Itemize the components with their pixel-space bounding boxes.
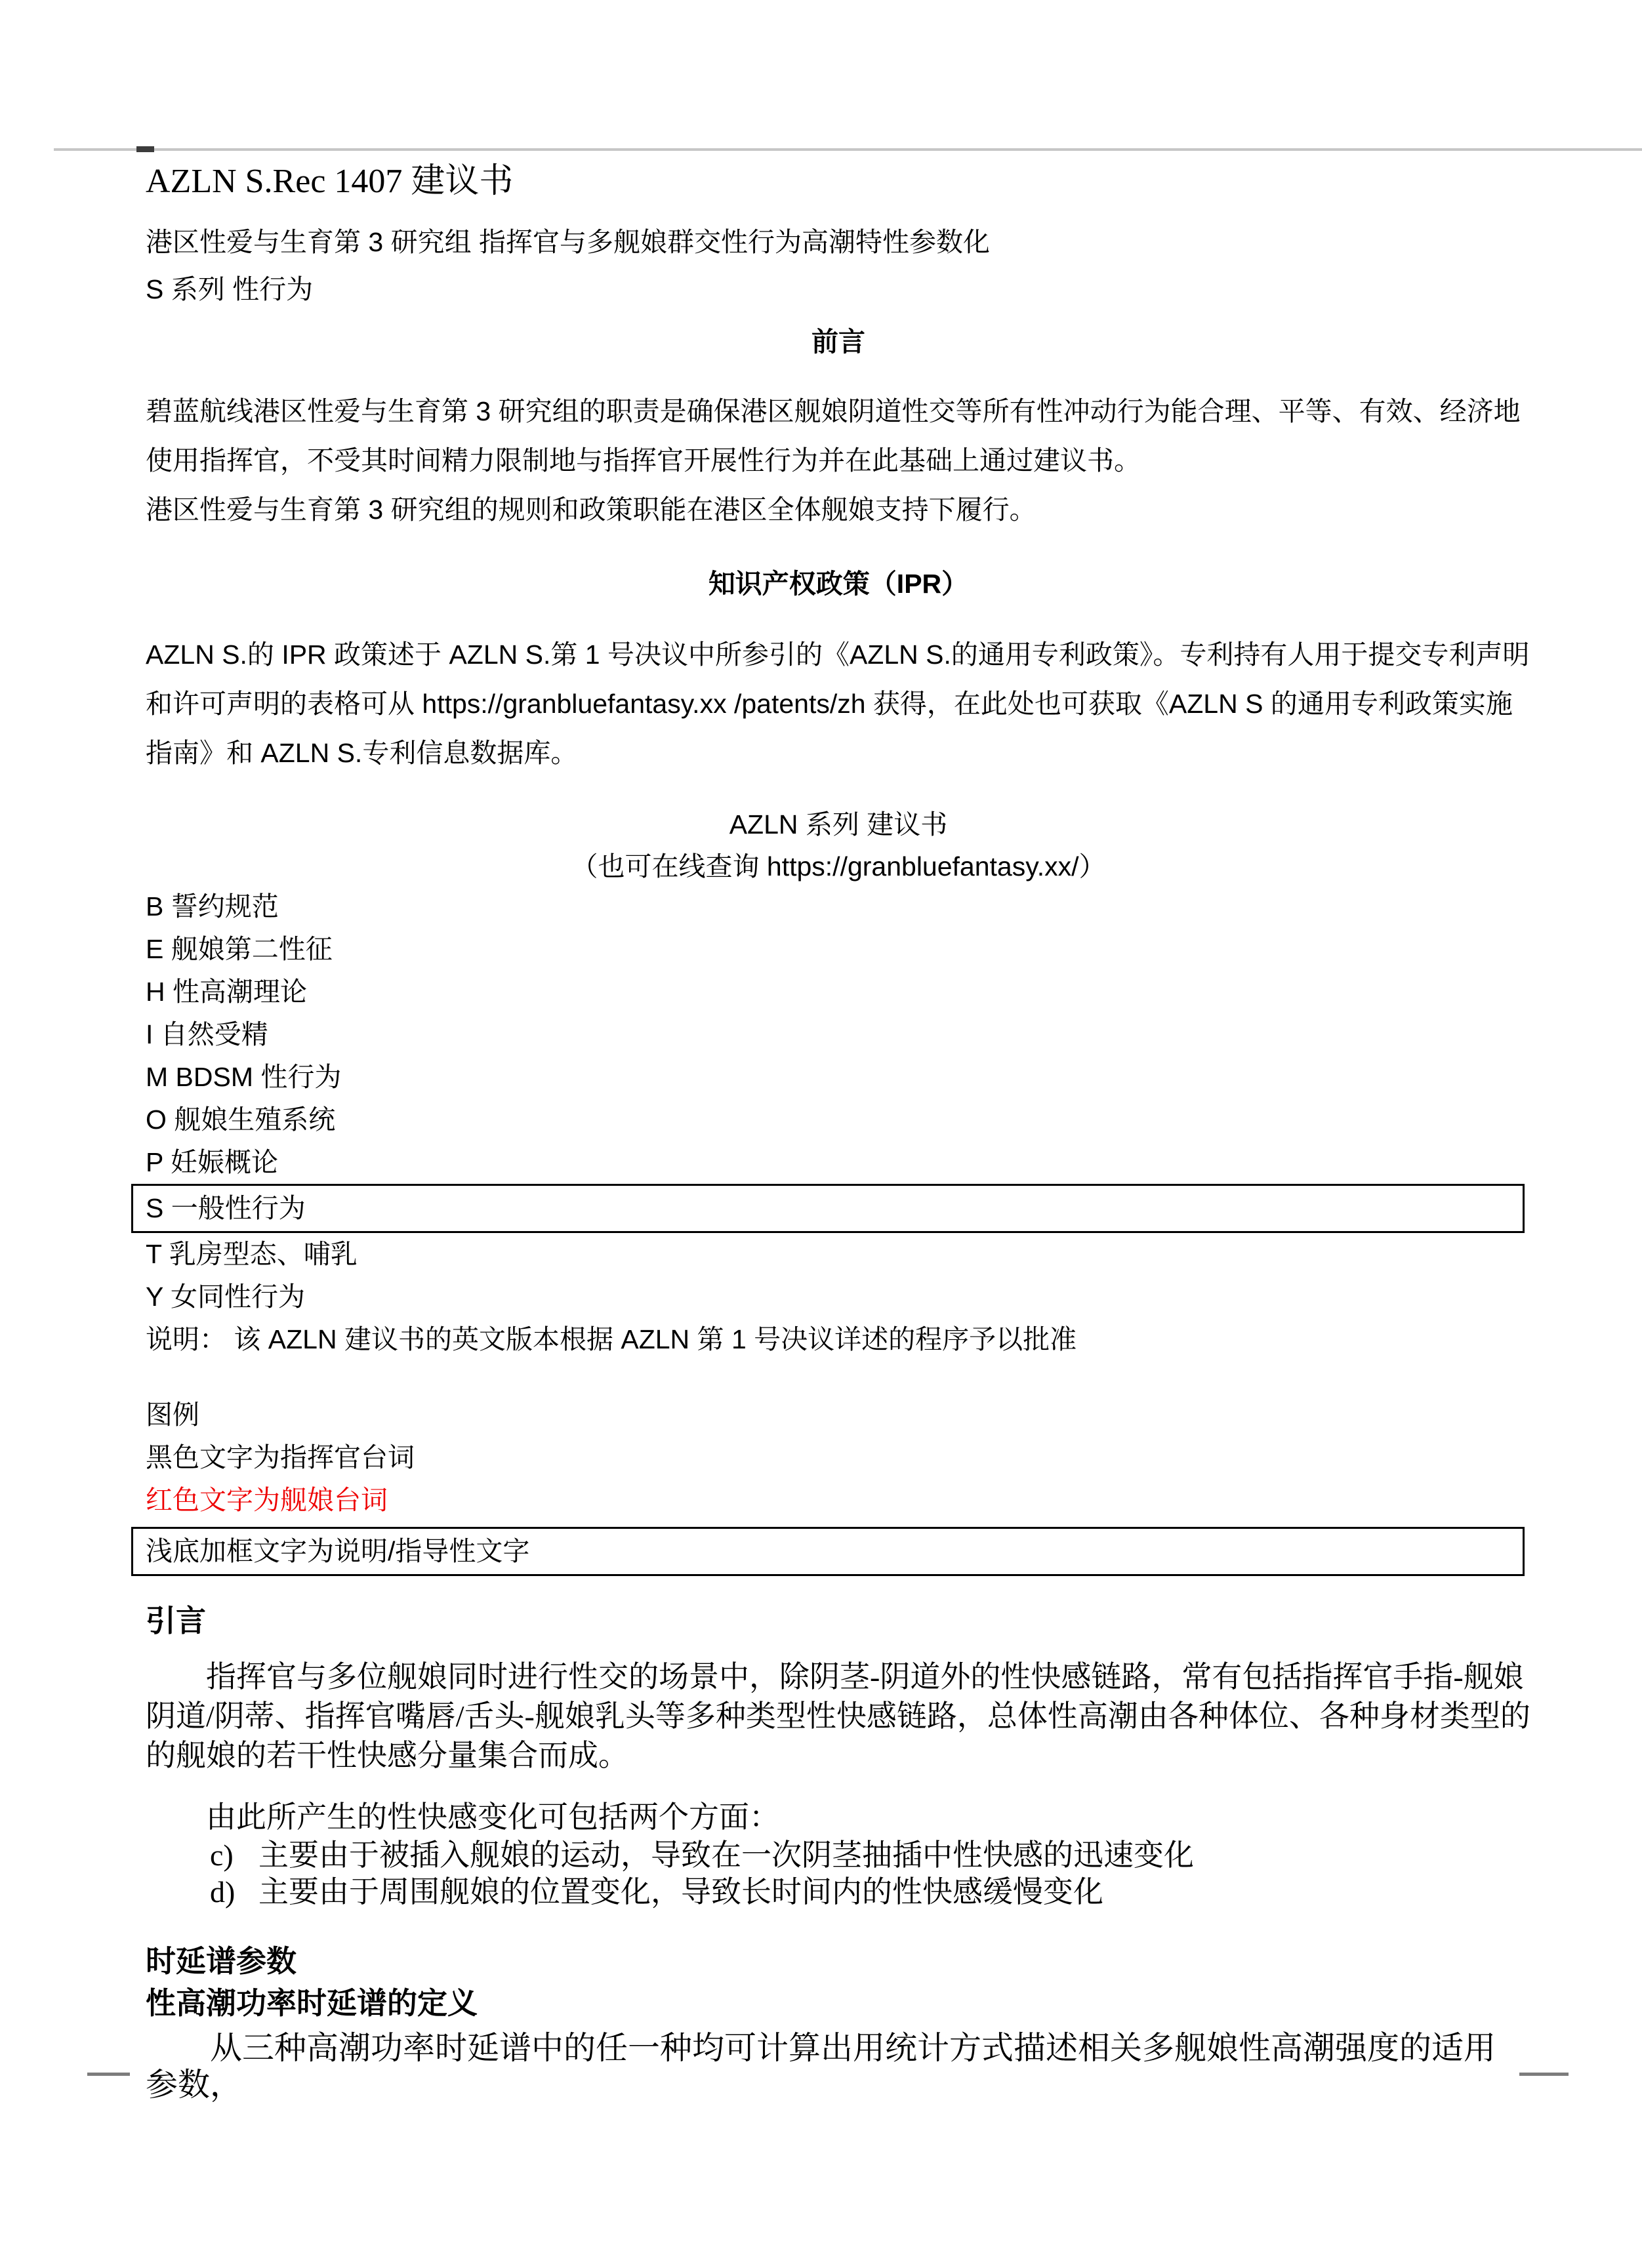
delay-spectrum-paragraph: 从三种高潮功率时延谱中的任一种均可计算出用统计方式描述相关多舰娘性高潮强度的适用参数，	[146, 2030, 1496, 2103]
foreword-paragraph-1: 碧蓝航线港区性爱与生育第 3 研究组的职责是确保港区舰娘阴道性交等所有性冲动行为能合理、平等、有效、经济地使用指挥官，不受其时间精力限制地与指挥官开展性行为并在此基础上通过建议书。	[146, 396, 1521, 476]
series-item-m: M BDSM 性行为	[146, 1062, 342, 1092]
introduction-paragraph-2: 由此所产生的性快感变化可包括两个方面：	[206, 1800, 779, 1834]
foreword-paragraph-2: 港区性爱与生育第 3 研究组的规则和政策职能在港区全体舰娘支持下履行。	[146, 495, 1037, 525]
series-item-b: B 誓约规范	[146, 891, 279, 921]
legend-heading: 图例	[146, 1400, 199, 1430]
delay-spectrum-section	[146, 1945, 1531, 2103]
series-item-e: E 舰娘第二性征	[146, 934, 333, 964]
series-item-s-highlight-box	[131, 1184, 1525, 1233]
bottom-page-edge-stub-left	[87, 2073, 130, 2076]
doc-subtitle-study-group: 港区性爱与生育第 3 研究组 指挥官与多舰娘群交性行为高潮特性参数化	[146, 227, 990, 257]
list-text-d: 主要由于周围舰娘的位置变化，导致长时间内的性快感缓慢变化	[258, 1875, 1103, 1909]
ipr-paragraph: AZLN S.的 IPR 政策述于 AZLN S.第 1 号决议中所参引的《AZLN S.的通用专利政策》。专利持有人用于提交专利声明和许可声明的表格可从 https://granbluefantasy.xx /patents/zh 获得，在此处也可获取《AZLN S 的通用专利政策实施指南》和 AZLN S.专利信息数据库。	[146, 639, 1530, 768]
series-approval-note: 说明： 该 AZLN 建议书的英文版本根据 AZLN 第 1 号决议详述的程序予以批准	[146, 1324, 1077, 1354]
legend-boxed-line: 浅底加框文字为说明/指导性文字	[146, 1536, 530, 1566]
legend-block	[146, 1394, 1531, 1576]
legend-shipgirl-line: 红色文字为舰娘台词	[146, 1485, 388, 1515]
introduction-section	[146, 1604, 1531, 1911]
series-item-t: T 乳房型态、哺乳	[146, 1239, 358, 1269]
series-heading: AZLN 系列 建议书	[729, 809, 948, 840]
series-item-i: I 自然受精	[146, 1019, 268, 1049]
series-item-s: S 一般性行为	[146, 1193, 306, 1223]
introduction-list-item-c	[146, 1837, 1531, 1874]
doc-subtitle-series: S 系列 性行为	[146, 274, 314, 304]
doc-title: AZLN S.Rec 1407 建议书	[146, 163, 514, 200]
legend-instruction-box	[131, 1527, 1525, 1576]
series-item-y: Y 女同性行为	[146, 1282, 305, 1312]
series-item-p: P 妊娠概论	[146, 1147, 278, 1177]
introduction-paragraph-1: 指挥官与多位舰娘同时进行性交的场景中，除阴茎-阴道外的性快感链路，常有包括指挥官手指-舰娘阴道/阴蒂、指挥官嘴唇/舌头-舰娘乳头等多种类型性快感链路，总体性高潮由各种体位、各种身材类型的的舰娘的若干性快感分量集合而成。	[146, 1660, 1530, 1772]
series-item-o: O 舰娘生殖系统	[146, 1104, 336, 1135]
series-online-note: （也可在线查询 https://granbluefantasy.xx/）	[571, 851, 1106, 881]
list-marker-c: c)	[210, 1838, 234, 1872]
delay-spectrum-heading: 时延谱参数	[146, 1945, 297, 1978]
ipr-heading: 知识产权政策（IPR）	[708, 569, 969, 599]
series-item-h: H 性高潮理论	[146, 977, 307, 1007]
power-delay-definition-heading: 性高潮功率时延谱的定义	[146, 1987, 478, 2020]
foreword-heading: 前言	[811, 327, 865, 357]
list-marker-d: d)	[210, 1875, 236, 1909]
page-break-rule-dash	[136, 146, 154, 152]
legend-commander-line: 黑色文字为指挥官台词	[146, 1442, 415, 1472]
page-break-rule	[54, 148, 1642, 151]
introduction-list-item-d	[146, 1874, 1531, 1911]
introduction-heading: 引言	[146, 1604, 206, 1638]
list-text-c: 主要由于被插入舰娘的运动，导致在一次阴茎抽插中性快感的迅速变化	[258, 1838, 1194, 1872]
bottom-page-edge-stub-right	[1519, 2073, 1569, 2076]
series-list	[146, 885, 1531, 1361]
document-body	[146, 163, 1531, 2136]
